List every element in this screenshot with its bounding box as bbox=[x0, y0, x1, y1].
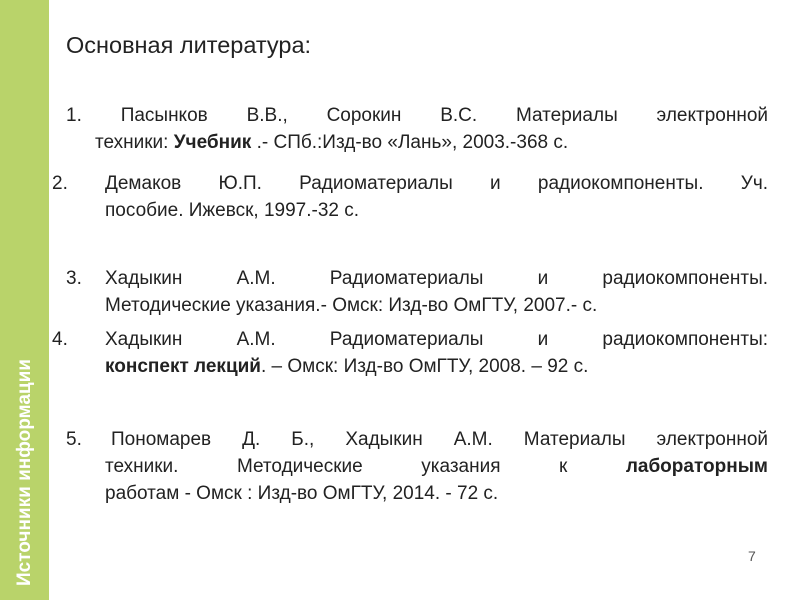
reference-2-line-1: Демаков Ю.П. Радиоматериалы и радиокомпоненты. Уч. bbox=[105, 173, 768, 194]
reference-item-3 bbox=[105, 265, 768, 319]
reference-1-line-1 bbox=[66, 102, 768, 129]
reference-3-number: 3. bbox=[66, 268, 82, 289]
reference-4-line-2: конспект лекций. – Омск: Изд-во ОмГТУ, 2008. – 92 с. bbox=[105, 356, 589, 377]
reference-item-4 bbox=[105, 326, 768, 380]
reference-1-number: 1. bbox=[66, 105, 82, 126]
reference-3-line-2: Методические указания.- Омск: Изд-во ОмГТУ, 2007.- с. bbox=[105, 295, 598, 316]
reference-5-number: 5. bbox=[66, 429, 82, 450]
reference-5-bold: лабораторным bbox=[625, 456, 768, 477]
page-title: Основная литература: bbox=[66, 32, 312, 58]
reference-item-2 bbox=[105, 170, 768, 224]
reference-1-line-2: техники: Учебник .- СПб.:Изд-во «Лань», 2003.-368 с. bbox=[95, 132, 569, 153]
reference-1-text-1: Пасынков В.В., Сорокин В.С. Материалы электронной bbox=[120, 105, 769, 126]
reference-4-number: 4. bbox=[52, 329, 68, 350]
reference-5-line-2: техники. Методические указания к лабораторным bbox=[105, 456, 768, 477]
reference-5-line-1: Пономарев Д. Б., Хадыкин А.М. Материалы электронной bbox=[111, 429, 768, 450]
reference-2-line-2: пособие. Ижевск, 1997.-32 с. bbox=[105, 200, 360, 221]
reference-1-bold: Учебник bbox=[173, 132, 252, 153]
reference-item-1 bbox=[66, 102, 768, 156]
reference-5-line-3: работам - Омск : Изд-во ОмГТУ, 2014. - 72 с. bbox=[105, 483, 499, 504]
sidebar-label: Источники информации bbox=[14, 359, 35, 586]
reference-2-number: 2. bbox=[52, 173, 68, 194]
reference-3-line-1: Хадыкин А.М. Радиоматериалы и радиокомпоненты. bbox=[105, 268, 768, 289]
reference-4-line-1: Хадыкин А.М. Радиоматериалы и радиокомпоненты: bbox=[105, 329, 768, 350]
reference-4-bold: конспект лекций bbox=[105, 356, 261, 377]
page-number: 7 bbox=[748, 548, 756, 564]
reference-item-5 bbox=[105, 426, 768, 507]
